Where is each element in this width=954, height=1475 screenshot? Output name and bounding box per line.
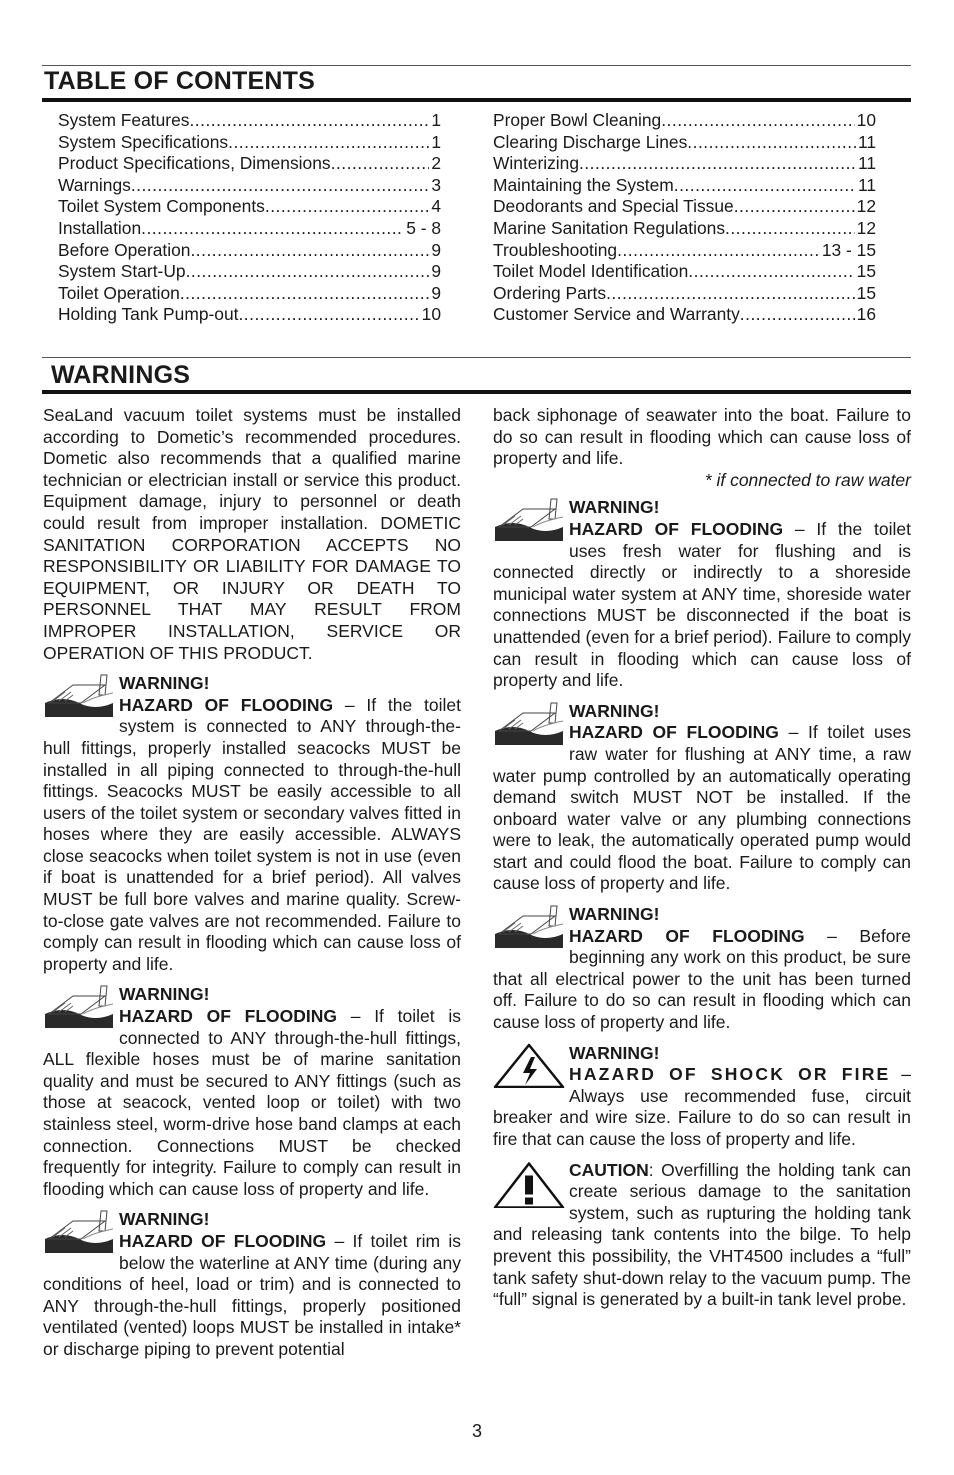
toc-entry [493,132,876,154]
toc-entry-page: 11 [857,131,876,152]
warnings-intro: SeaLand vacuum toilet systems must be installed according to Dometic’s recommended procedures. Dometic also recommends that a qualified marine technician or electrician install or service this product. Equipment damage, injury to personnel or death could result from improper installation. DOMETIC SANITATION CORPORATION ACCEPTS NO RESPONSIBILITY OR LIABILITY FOR DAMAGE TO EQUIPMENT, OR INJURY OR DEATH TO PERSONNEL THAT MAY RESULT FROM IMPROPER INSTALLATION, SERVICE OR OPERATION OF THIS PRODUCT. [43,405,461,663]
toc-entry-label: Toilet System Components [58,196,265,217]
warning-block-3 [43,1209,461,1360]
warning-3-text-part1: – If toilet rim is below the waterline at ANY time (during any conditions of heel, load or trim) and is connected to ANY through-the-hull fittings, properly positioned ventilated (vented) loops MUST be installed in intake* or discharge piping to prevent potential [43,1230,461,1359]
warnings-title-rule [42,390,911,394]
toc-entry-label: Proper Bowl Cleaning [493,110,662,130]
top-rule [42,65,911,66]
toc-entry-page: 9 [431,261,441,282]
warning-block-2 [43,984,461,1200]
toc-entry-page: 11 [857,174,876,195]
toc-leader-dots [687,132,856,154]
toc-leader-dots [265,196,429,218]
toc-entry-page: 16 [856,304,876,325]
toc-leader-dots [606,283,855,305]
raw-water-note: * if connected to raw water [704,469,911,490]
toc-entry [493,283,876,305]
toc-leader-dots [141,218,404,240]
warning-1-text: – If the toilet system is connected to ANY through-the-hull fittings, properly installed seacocks MUST be installed in all piping connected to through-the-hull fittings. Seacocks MUST be easily accessible to all users of the toilet system or secondary valves fitted in hoses where they are easily accessible. ALWAYS close seacocks when toilet system is not in use (even if boat is unattended for a brief period). All valves MUST be full bore valves and marine quality. Screw-to-close gate valves are not recommended. Failure to comply can result in flooding which can cause loss of property and life. [43,694,461,974]
flooding-icon [43,984,115,1029]
electric-shock-icon [493,1043,565,1088]
warning-1-label: WARNING! [119,673,210,694]
toc-entry-page: 12 [856,196,876,217]
toc-entry-page: 10 [421,304,441,325]
warning-3-label: WARNING! [119,1209,210,1230]
toc-title: TABLE OF CONTENTS [44,67,315,95]
warning-6-text: – Before beginning any work on this product, be sure that all electrical power to the unit has been turned off. Failure to do so can result in flooding which can cause loss of property and life. [493,925,911,1033]
warning-3-continued: back siphonage of seawater into the boat. Failure to do so can result in flooding which can cause loss of property and life. [493,405,911,469]
toc-entry-page: 2 [431,153,441,174]
toc-entry-label: Before Operation [58,239,191,260]
caution-block [493,1160,911,1311]
warning-4-text: – If the toilet uses fresh water for flushing and is connected directly or indirectly to a shoreside municipal water system at ANY time, shoreside water connections MUST be disconnected if the boat is unattended (even for a brief period). Failure to comply can result in flooding which can cause loss of property and life. [493,518,911,691]
flooding-icon [493,497,565,542]
toc-entry-label: System Specifications [58,131,229,152]
toc-entry [58,283,441,305]
toc-left-column [58,110,441,326]
toc-entry-page: 1 [431,110,441,130]
toc-leader-dots [180,283,430,305]
warnings-top-rule [42,357,911,358]
toc-leader-dots [190,240,429,262]
toc-leader-dots [617,240,820,262]
toc-entry [58,110,441,132]
toc-leader-dots [661,110,854,132]
toc-entry [58,261,441,283]
warning-6-hazard: HAZARD OF FLOODING [569,925,805,946]
warning-1-hazard: HAZARD OF FLOODING [119,694,334,715]
flooding-icon [493,904,565,949]
warning-2-label: WARNING! [119,984,210,1005]
toc-entry [58,132,441,154]
toc-entry-label: Winterizing [493,153,580,174]
toc-entry-page: 5 - 8 [406,217,441,238]
toc-leader-dots [228,132,429,154]
toc-entry [493,175,876,197]
warning-5-hazard: HAZARD OF FLOODING [569,722,779,743]
toc-title-rule [42,98,911,102]
toc-entry-label: System Features [58,110,190,130]
flooding-icon [43,673,115,718]
warning-7-text: – Always use recommended fuse, circuit breaker and wire size. Failure to do so can result in fire that can cause the loss of property and life. [493,1064,911,1149]
toc-entry-label: Marine Sanitation Regulations [493,217,726,238]
toc-entry [58,153,441,175]
toc-entry [493,240,876,262]
toc-leader-dots [688,261,854,283]
warning-4-label: WARNING! [569,497,660,518]
toc-entry-page: 4 [431,196,441,217]
toc-leader-dots [725,218,855,240]
caution-label: CAUTION [569,1159,649,1180]
toc-entry-page: 13 - 15 [821,239,876,260]
toc-entry [493,196,876,218]
toc-leader-dots [238,304,419,326]
toc-entry-page: 1 [431,131,441,152]
warning-2-hazard: HAZARD OF FLOODING [119,1006,337,1027]
toc-entry [58,218,441,240]
warning-5-text: – If toilet uses raw water for flushing at ANY time, a raw water pump controlled by an automatically operating demand switch MUST NOT be installed. If the onboard water valve or any plumbing connections were to leak, the automatically operated pump would start and could flood the boat. Failure to comply can cause loss of property and life. [493,722,911,894]
toc-entry-page: 12 [856,217,876,238]
toc-entry-label: Holding Tank Pump-out [58,304,239,325]
warning-block-6 [493,904,911,1034]
toc-entry-page: 9 [431,239,441,260]
warning-block-4 [493,497,911,691]
page-number: 3 [471,1421,482,1441]
warning-3-hazard: HAZARD OF FLOODING [119,1230,327,1251]
toc-entry [58,304,441,326]
toc-entry-label: Ordering Parts [493,282,607,303]
toc-entry [493,110,876,132]
toc-entry [58,196,441,218]
toc-leader-dots [734,196,855,218]
toc-entry-label: Toilet Operation [58,282,180,303]
toc-entry-page: 11 [857,153,876,174]
toc-entry-label: Warnings [58,174,131,195]
toc-entry [58,240,441,262]
warning-7-label: WARNING! [569,1042,660,1063]
toc-entry-page: 3 [431,174,441,195]
toc-leader-dots [331,153,430,175]
toc-leader-dots [189,110,429,132]
warning-block-7 [493,1043,911,1151]
toc-leader-dots [674,175,856,197]
toc-entry [493,153,876,175]
warning-7-hazard: HAZARD OF SHOCK OR FIRE [569,1064,891,1085]
toc-entry-page: 15 [856,282,876,303]
toc-entry [493,261,876,283]
toc-entry-label: System Start-Up [58,261,186,282]
warnings-left-column [43,405,461,1361]
toc-entry-label: Toilet Model Identification [493,261,689,282]
toc-leader-dots [186,261,430,283]
warning-2-text: – If toilet is connected to ANY through-the-hull fittings, ALL flexible hoses must be of marine sanitation quality and must be secured to ANY fittings (such as those at seacock, vented loop or toilet) with two stainless steel, worm-drive hose band clamps at each connection. Connections MUST be checked frequently for integrity. Failure to comply can result in flooding which can cause loss of property and life. [43,1006,461,1199]
warning-5-label: WARNING! [569,700,660,721]
toc-entry-label: Deodorants and Special Tissue [493,196,734,217]
toc-entry-page: 10 [856,110,876,130]
flooding-icon [43,1209,115,1254]
toc-entry-label: Troubleshooting [493,239,618,260]
toc-entry-label: Maintaining the System [493,174,674,195]
warnings-right-column [493,405,911,1311]
toc-entry-label: Product Specifications, Dimensions [58,153,331,174]
toc-entry-page: 9 [431,282,441,303]
toc-entry [493,218,876,240]
toc-right-column [493,110,876,326]
toc-entry-label: Clearing Discharge Lines [493,131,688,152]
toc-entry [493,304,876,326]
toc-entry-label: Installation [58,217,142,238]
warning-block-1 [43,673,461,975]
toc-entry-label: Customer Service and Warranty [493,304,740,325]
toc-entry [58,175,441,197]
toc-leader-dots [579,153,856,175]
toc-leader-dots [131,175,430,197]
caution-text: : Overfilling the holding tank can create serious damage to the sanitation system, such as rupturing the holding tank and releasing tank contents into the bilge. To help prevent this possibility, the VHT4500 includes a “full” tank safety shut-down relay to the vacuum pump. The “full” signal is generated by a built-in tank level probe. [493,1159,911,1310]
warning-block-5 [493,701,911,895]
flooding-icon [493,701,565,746]
toc-entry-page: 15 [856,261,876,282]
warning-6-label: WARNING! [569,904,660,925]
warnings-title: WARNINGS [51,361,191,389]
warning-4-hazard: HAZARD OF FLOODING [569,518,784,539]
caution-icon [493,1160,565,1208]
toc-leader-dots [740,304,855,326]
